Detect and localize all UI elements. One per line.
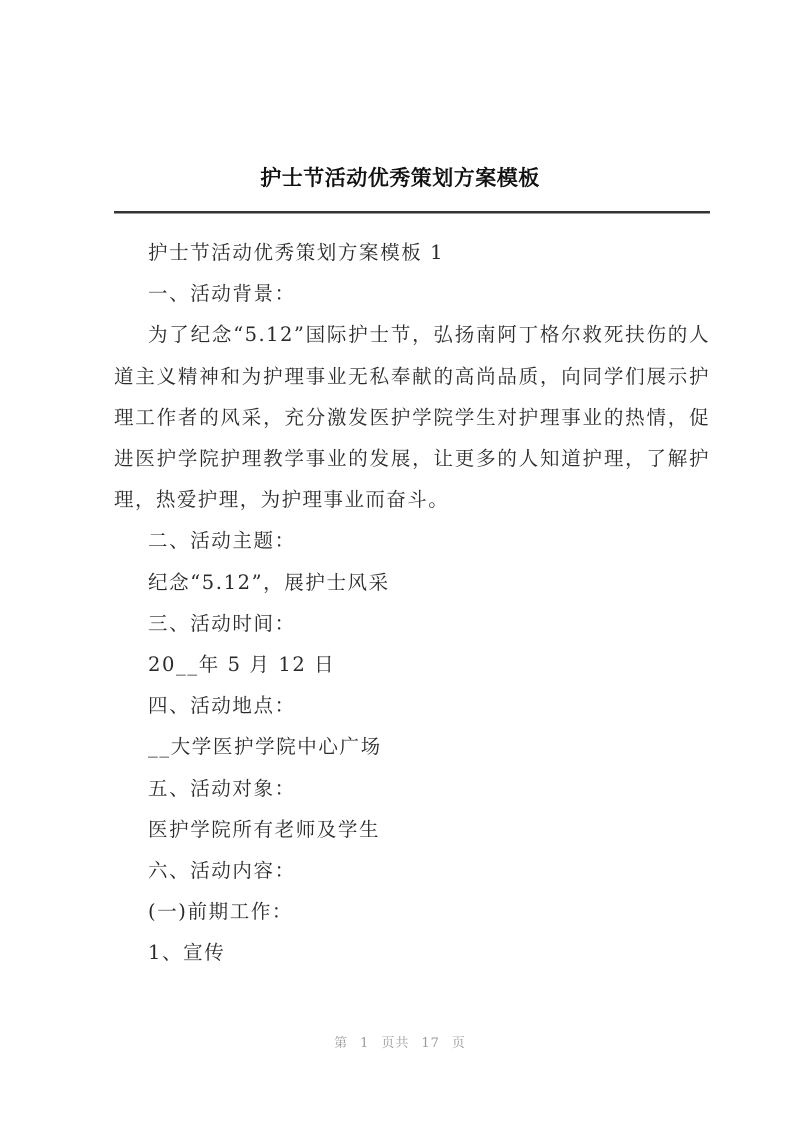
page-footer <box>0 1032 800 1051</box>
section-heading-theme: 二、活动主题： <box>148 529 296 553</box>
document-body <box>114 232 710 973</box>
section-heading-time: 三、活动时间： <box>148 611 296 635</box>
title-divider <box>114 211 710 213</box>
document-subtitle: 护士节活动优秀策划方案模板 1 <box>148 241 445 264</box>
section-heading-background: 一、活动背景： <box>148 282 296 306</box>
prep-item-publicity: 1、宣传 <box>148 941 226 965</box>
footer-prefix: 第 <box>334 1036 349 1051</box>
location-value: __大学医护学院中心广场 <box>148 735 382 759</box>
section-heading-location: 四、活动地点： <box>148 694 296 718</box>
time-value: 20__年 5 月 12 日 <box>148 652 336 676</box>
section-heading-content: 六、活动内容： <box>148 858 296 882</box>
background-paragraph: 为了纪念“5.12”国际护士节，弘扬南阿丁格尔救死扶伤的人道主义精神和为护理事业无私奉献的高尚品质，向同学们展示护理工作者的风采，充分激发医护学院学生对护理事业的热情，促进医护学院护理教学事业的发展，让更多的人知道护理，了解护理，热爱护理，为护理事业而奋斗。 <box>114 323 710 512</box>
current-page-number: 1 <box>360 1036 370 1051</box>
audience-value: 医护学院所有老师及学生 <box>148 817 381 841</box>
prep-work-heading: (一)前期工作： <box>148 900 294 924</box>
section-heading-audience: 五、活动对象： <box>148 776 296 800</box>
footer-suffix: 页 <box>451 1036 466 1051</box>
footer-middle: 页共 <box>381 1036 410 1051</box>
total-page-count: 17 <box>421 1036 440 1051</box>
theme-value: 纪念“5.12”，展护士风采 <box>148 570 390 594</box>
document-title: 护士节活动优秀策划方案模板 <box>260 166 540 190</box>
